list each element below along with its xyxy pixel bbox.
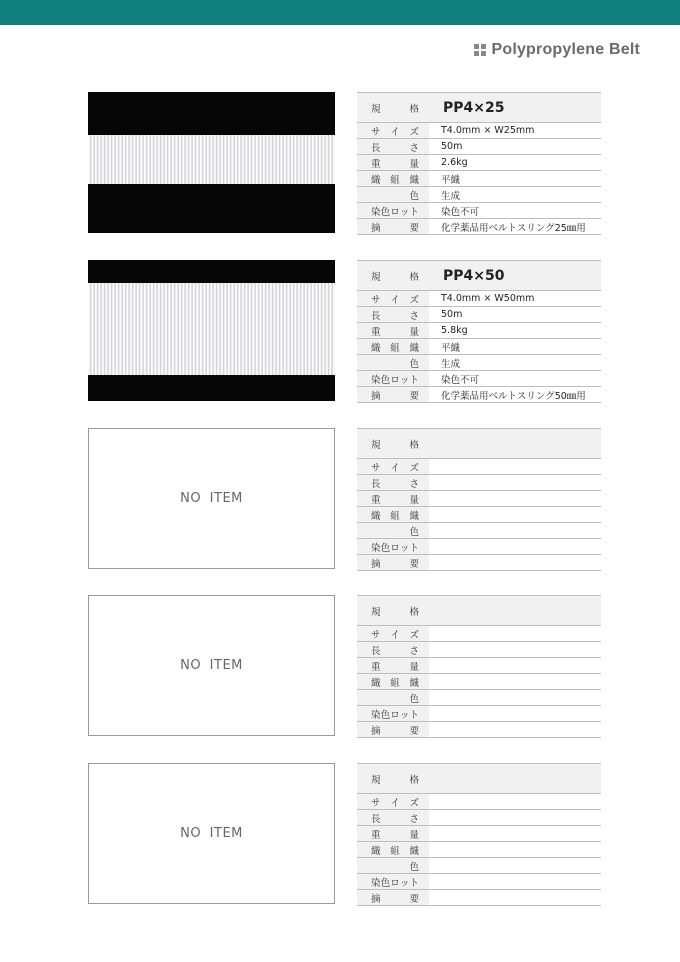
spec-label xyxy=(357,874,429,890)
label-char: 要 xyxy=(409,558,419,570)
belt-image xyxy=(88,283,335,375)
spec-table xyxy=(357,428,601,571)
label-char: 織 xyxy=(371,510,381,522)
empty-photo-frame xyxy=(88,428,335,569)
label-char: さ xyxy=(409,813,419,825)
label-char: イ xyxy=(390,462,400,474)
label-char: サ xyxy=(371,294,381,306)
spec-value-dye-lot xyxy=(429,539,601,555)
spec-label xyxy=(357,826,429,842)
label-char: 長 xyxy=(371,478,381,490)
no-item-label: NO ITEM xyxy=(180,826,243,841)
spec-value-weight: 5.8kg xyxy=(429,323,601,339)
product-block xyxy=(0,763,680,913)
spec-label xyxy=(357,291,429,307)
label-char: 組 xyxy=(390,510,400,522)
spec-label xyxy=(357,539,429,555)
product-block xyxy=(0,595,680,745)
label-char: 摘 xyxy=(371,222,381,234)
label-char: 色 xyxy=(380,542,391,554)
label-char: 色 xyxy=(409,693,419,705)
label-char: 長 xyxy=(371,813,381,825)
label-char: 染 xyxy=(371,542,381,554)
label-char: 色 xyxy=(409,358,419,370)
label-char: ロ xyxy=(390,709,400,721)
spec-label xyxy=(357,555,429,571)
spec-value-length xyxy=(429,642,601,658)
spec-label xyxy=(357,794,429,810)
spec-label xyxy=(357,187,429,203)
label-char: 色 xyxy=(409,190,419,202)
spec-row-spec xyxy=(357,261,601,291)
spec-row-weight xyxy=(357,826,601,842)
label-char: 織 xyxy=(371,342,381,354)
spec-row-dye-lot xyxy=(357,203,601,219)
spec-row-weave xyxy=(357,171,601,187)
spec-label xyxy=(357,842,429,858)
spec-value-weight xyxy=(429,826,601,842)
spec-row-length xyxy=(357,307,601,323)
label-char: サ xyxy=(371,797,381,809)
spec-row-note xyxy=(357,890,601,906)
product-block xyxy=(0,428,680,578)
product-photo xyxy=(88,260,335,401)
spec-row-dye-lot xyxy=(357,874,601,890)
spec-value-weave xyxy=(429,674,601,690)
label-char: ズ xyxy=(409,629,419,641)
spec-value-weight xyxy=(429,491,601,507)
spec-label xyxy=(357,459,429,475)
spec-value-dye-lot: 染色不可 xyxy=(429,371,601,387)
spec-value-name xyxy=(429,764,601,794)
spec-label xyxy=(357,387,429,403)
spec-value-weave: 平織 xyxy=(429,171,601,187)
label-char: ッ xyxy=(399,374,410,386)
label-char: 組 xyxy=(390,677,400,689)
spec-label xyxy=(357,642,429,658)
spec-row-weight xyxy=(357,323,601,339)
spec-value-color xyxy=(429,523,601,539)
label-char: 組 xyxy=(390,174,400,186)
label-char: ズ xyxy=(409,294,419,306)
spec-value-name: PP4×50 xyxy=(429,261,601,291)
spec-table xyxy=(357,763,601,906)
spec-value-name: PP4×25 xyxy=(429,93,601,123)
spec-value-color xyxy=(429,690,601,706)
label-char: 織 xyxy=(409,845,419,857)
label-char: 量 xyxy=(409,494,419,506)
spec-row-length xyxy=(357,475,601,491)
spec-row-length xyxy=(357,642,601,658)
label-char: 要 xyxy=(409,390,419,402)
label-char: イ xyxy=(390,126,400,138)
spec-value-weight: 2.6kg xyxy=(429,155,601,171)
label-char: 摘 xyxy=(371,725,381,737)
spec-row-color xyxy=(357,523,601,539)
label-char: 色 xyxy=(380,709,391,721)
spec-value-weave xyxy=(429,507,601,523)
spec-label xyxy=(357,323,429,339)
label-char: 色 xyxy=(380,374,391,386)
spec-label xyxy=(357,307,429,323)
label-char: 格 xyxy=(409,439,419,451)
product-block xyxy=(0,260,680,410)
label-char: 織 xyxy=(371,174,381,186)
spec-label xyxy=(357,507,429,523)
label-char: さ xyxy=(409,478,419,490)
spec-label xyxy=(357,171,429,187)
label-char: 摘 xyxy=(371,558,381,570)
spec-row-weave xyxy=(357,507,601,523)
spec-row-spec xyxy=(357,764,601,794)
label-char: 組 xyxy=(390,845,400,857)
spec-value-weave: 平織 xyxy=(429,339,601,355)
spec-label xyxy=(357,139,429,155)
spec-label xyxy=(357,690,429,706)
label-char: 量 xyxy=(409,661,419,673)
spec-label xyxy=(357,203,429,219)
label-char: さ xyxy=(409,645,419,657)
spec-value-length: 50m xyxy=(429,307,601,323)
spec-value-name xyxy=(429,429,601,459)
no-item-label: NO ITEM xyxy=(180,658,243,673)
spec-row-dye-lot xyxy=(357,539,601,555)
spec-value-length xyxy=(429,475,601,491)
label-char: 要 xyxy=(409,222,419,234)
label-char: 規 xyxy=(371,271,381,283)
label-char: ロ xyxy=(390,877,400,889)
spec-label xyxy=(357,475,429,491)
label-char: 格 xyxy=(409,271,419,283)
label-char: 摘 xyxy=(371,893,381,905)
spec-value-note: 化学薬品用ベルトスリング25㎜用 xyxy=(429,219,601,235)
spec-value-note xyxy=(429,890,601,906)
spec-label xyxy=(357,491,429,507)
spec-table xyxy=(357,92,601,235)
label-char: 染 xyxy=(371,374,381,386)
spec-row-spec xyxy=(357,596,601,626)
label-char: ト xyxy=(409,374,419,386)
spec-label xyxy=(357,658,429,674)
label-char: イ xyxy=(390,629,400,641)
spec-row-size xyxy=(357,794,601,810)
label-char: 色 xyxy=(380,206,391,218)
spec-label xyxy=(357,596,429,626)
label-char: 織 xyxy=(409,677,419,689)
spec-value-dye-lot xyxy=(429,874,601,890)
spec-row-size xyxy=(357,123,601,139)
spec-row-weight xyxy=(357,155,601,171)
label-char: 規 xyxy=(371,774,381,786)
spec-value-length: 50m xyxy=(429,139,601,155)
label-char: 格 xyxy=(409,774,419,786)
label-char: ロ xyxy=(390,542,400,554)
label-char: 織 xyxy=(409,174,419,186)
label-char: サ xyxy=(371,462,381,474)
spec-value-size: T4.0mm × W25mm xyxy=(429,123,601,139)
label-char: 要 xyxy=(409,725,419,737)
label-char: 染 xyxy=(371,877,381,889)
spec-row-length xyxy=(357,810,601,826)
label-char: ト xyxy=(409,206,419,218)
spec-value-size xyxy=(429,459,601,475)
spec-row-size xyxy=(357,291,601,307)
label-char: 量 xyxy=(409,158,419,170)
product-block xyxy=(0,92,680,242)
empty-photo-frame xyxy=(88,595,335,736)
spec-label xyxy=(357,810,429,826)
spec-row-note xyxy=(357,387,601,403)
spec-row-note xyxy=(357,722,601,738)
label-char: 組 xyxy=(390,342,400,354)
spec-label xyxy=(357,123,429,139)
spec-row-dye-lot xyxy=(357,371,601,387)
label-char: ト xyxy=(409,542,419,554)
spec-value-name xyxy=(429,596,601,626)
spec-row-spec xyxy=(357,429,601,459)
spec-value-dye-lot: 染色不可 xyxy=(429,203,601,219)
spec-label xyxy=(357,626,429,642)
spec-row-note xyxy=(357,219,601,235)
spec-row-dye-lot xyxy=(357,706,601,722)
spec-row-length xyxy=(357,139,601,155)
spec-row-size xyxy=(357,626,601,642)
spec-row-note xyxy=(357,555,601,571)
label-char: 長 xyxy=(371,645,381,657)
label-char: 重 xyxy=(371,158,381,170)
spec-row-weight xyxy=(357,491,601,507)
brand-title: Polypropylene Belt xyxy=(491,41,640,58)
spec-value-weight xyxy=(429,658,601,674)
belt-image xyxy=(88,135,335,184)
spec-value-weave xyxy=(429,842,601,858)
label-char: 量 xyxy=(409,829,419,841)
label-char: 規 xyxy=(371,103,381,115)
label-char: 織 xyxy=(371,677,381,689)
empty-photo-frame xyxy=(88,763,335,904)
label-char: ッ xyxy=(399,709,410,721)
label-char: サ xyxy=(371,126,381,138)
label-char: 規 xyxy=(371,439,381,451)
spec-label xyxy=(357,219,429,235)
label-char: ロ xyxy=(390,374,400,386)
spec-row-weave xyxy=(357,674,601,690)
label-char: 色 xyxy=(409,526,419,538)
spec-row-spec xyxy=(357,93,601,123)
label-char: 摘 xyxy=(371,390,381,402)
label-char: イ xyxy=(390,797,400,809)
spec-label xyxy=(357,371,429,387)
label-char: 長 xyxy=(371,310,381,322)
spec-label xyxy=(357,523,429,539)
spec-label xyxy=(357,339,429,355)
spec-label xyxy=(357,890,429,906)
spec-label xyxy=(357,155,429,171)
label-char: ッ xyxy=(399,542,410,554)
label-char: さ xyxy=(409,142,419,154)
spec-row-weave xyxy=(357,842,601,858)
label-char: 色 xyxy=(409,861,419,873)
spec-label xyxy=(357,429,429,459)
spec-row-weight xyxy=(357,658,601,674)
grid-logo-icon xyxy=(474,44,486,56)
product-photo xyxy=(88,92,335,233)
label-char: 織 xyxy=(409,342,419,354)
spec-label xyxy=(357,674,429,690)
label-char: ッ xyxy=(399,206,410,218)
label-char: 重 xyxy=(371,829,381,841)
label-char: 長 xyxy=(371,142,381,154)
spec-value-note: 化学薬品用ベルトスリング50㎜用 xyxy=(429,387,601,403)
label-char: 織 xyxy=(371,845,381,857)
label-char: さ xyxy=(409,310,419,322)
label-char: 重 xyxy=(371,326,381,338)
spec-row-color xyxy=(357,355,601,371)
spec-label xyxy=(357,722,429,738)
spec-label xyxy=(357,355,429,371)
no-item-label: NO ITEM xyxy=(180,491,243,506)
spec-label xyxy=(357,858,429,874)
label-char: サ xyxy=(371,629,381,641)
label-char: 重 xyxy=(371,661,381,673)
label-char: 織 xyxy=(409,510,419,522)
spec-row-weave xyxy=(357,339,601,355)
label-char: 規 xyxy=(371,606,381,618)
spec-value-note xyxy=(429,722,601,738)
spec-value-note xyxy=(429,555,601,571)
label-char: ズ xyxy=(409,462,419,474)
label-char: 色 xyxy=(380,877,391,889)
spec-value-color: 生成 xyxy=(429,187,601,203)
spec-row-color xyxy=(357,858,601,874)
spec-value-dye-lot xyxy=(429,706,601,722)
spec-row-size xyxy=(357,459,601,475)
label-char: ト xyxy=(409,709,419,721)
label-char: 染 xyxy=(371,709,381,721)
spec-table xyxy=(357,260,601,403)
spec-label xyxy=(357,93,429,123)
label-char: ズ xyxy=(409,126,419,138)
label-char: 格 xyxy=(409,103,419,115)
brand-header xyxy=(474,41,640,59)
spec-table xyxy=(357,595,601,738)
spec-value-color: 生成 xyxy=(429,355,601,371)
label-char: 要 xyxy=(409,893,419,905)
spec-value-length xyxy=(429,810,601,826)
spec-label xyxy=(357,261,429,291)
spec-value-color xyxy=(429,858,601,874)
label-char: 量 xyxy=(409,326,419,338)
label-char: ッ xyxy=(399,877,410,889)
label-char: ト xyxy=(409,877,419,889)
spec-value-size: T4.0mm × W50mm xyxy=(429,291,601,307)
label-char: ズ xyxy=(409,797,419,809)
spec-row-color xyxy=(357,690,601,706)
label-char: ロ xyxy=(390,206,400,218)
label-char: 染 xyxy=(371,206,381,218)
spec-value-size xyxy=(429,626,601,642)
label-char: イ xyxy=(390,294,400,306)
spec-row-color xyxy=(357,187,601,203)
spec-label xyxy=(357,706,429,722)
top-color-bar xyxy=(0,0,680,25)
spec-label xyxy=(357,764,429,794)
spec-value-size xyxy=(429,794,601,810)
label-char: 格 xyxy=(409,606,419,618)
label-char: 重 xyxy=(371,494,381,506)
